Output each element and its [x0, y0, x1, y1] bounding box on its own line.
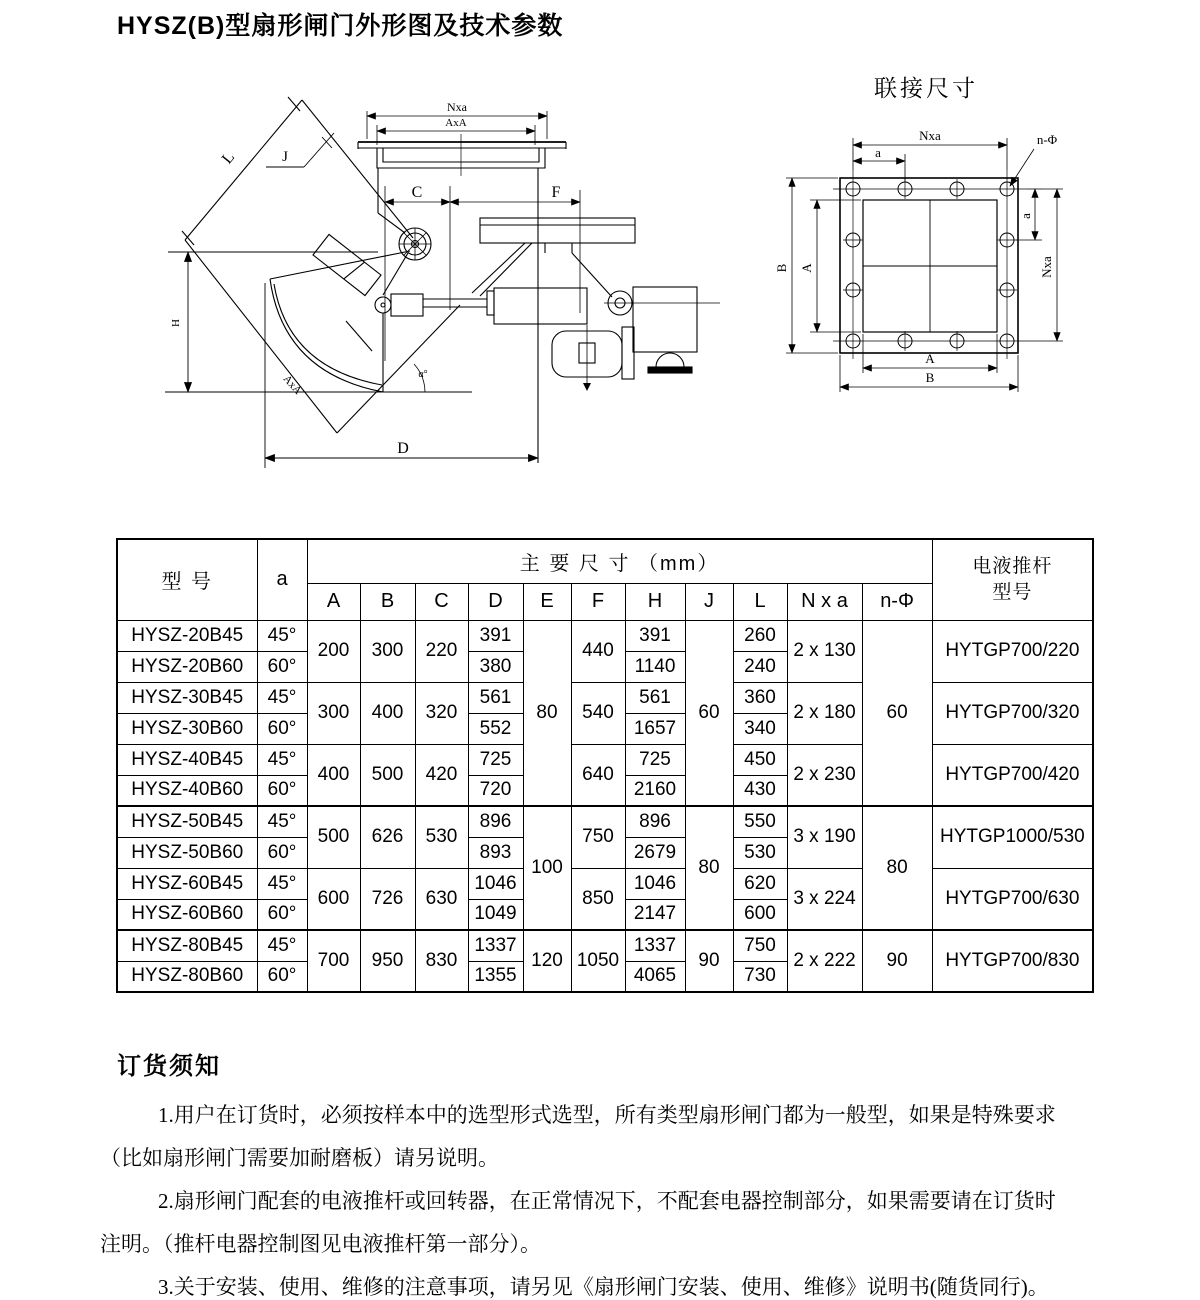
cell-Nxa: 3 x 190	[787, 806, 862, 868]
header-model: 型 号	[117, 539, 257, 620]
cell-H: 2160	[625, 775, 685, 806]
cell-Nxa: 2 x 130	[787, 620, 862, 682]
table-row	[117, 620, 1093, 651]
cell-B: 400	[360, 682, 415, 744]
cell-a: 45°	[257, 620, 307, 651]
header-dim-Nxa: N x a	[787, 583, 862, 620]
cell-a: 45°	[257, 868, 307, 899]
cell-actuator: HYTGP700/420	[932, 744, 1093, 806]
label-Nxa-top: Nxa	[919, 128, 941, 143]
cell-a: 60°	[257, 713, 307, 744]
actuator-assembly	[472, 218, 720, 391]
label-a-top: a	[875, 145, 881, 160]
cell-F: 850	[571, 868, 625, 930]
gate-outline-drawing	[120, 55, 720, 485]
cell-E: 100	[523, 806, 571, 930]
cell-L: 360	[733, 682, 787, 713]
cell-D: 725	[468, 744, 523, 775]
cell-model: HYSZ-80B45	[117, 930, 257, 961]
cell-A: 400	[307, 744, 360, 806]
cell-actuator: HYTGP700/220	[932, 620, 1093, 682]
cell-D: 552	[468, 713, 523, 744]
connection-dims-title: 联接尺寸	[874, 76, 978, 101]
cell-a: 45°	[257, 744, 307, 775]
header-dim-D: D	[468, 583, 523, 620]
header-a: a	[257, 539, 307, 620]
cell-L: 430	[733, 775, 787, 806]
cell-C: 220	[415, 620, 468, 682]
cell-model: HYSZ-40B60	[117, 775, 257, 806]
cell-H: 1046	[625, 868, 685, 899]
label-H: H	[170, 319, 182, 327]
header-dim-H: H	[625, 583, 685, 620]
header-dim-L: L	[733, 583, 787, 620]
label-A-bottom: A	[925, 351, 935, 366]
cell-C: 630	[415, 868, 468, 930]
cell-L: 340	[733, 713, 787, 744]
cell-nphi: 80	[862, 806, 932, 930]
cell-A: 600	[307, 868, 360, 930]
cell-model: HYSZ-30B60	[117, 713, 257, 744]
label-B-bottom: B	[925, 370, 935, 385]
leader-nphi	[1010, 149, 1034, 186]
cell-D: 896	[468, 806, 523, 837]
cell-C: 830	[415, 930, 468, 992]
cell-model: HYSZ-50B45	[117, 806, 257, 837]
label-AxA-edge: AxA	[280, 373, 304, 397]
cell-D: 720	[468, 775, 523, 806]
cell-L: 450	[733, 744, 787, 775]
cell-actuator: HYTGP700/320	[932, 682, 1093, 744]
cell-B: 950	[360, 930, 415, 992]
cell-J: 90	[685, 930, 733, 992]
page-title: HYSZ(B)型扇形闸门外形图及技术参数	[117, 12, 564, 40]
cell-L: 600	[733, 899, 787, 930]
header-dim-B: B	[360, 583, 415, 620]
cell-model: HYSZ-50B60	[117, 837, 257, 868]
note-line: 注明。（推杆电器控制图见电液推杆第一部分）。	[100, 1232, 541, 1256]
cell-C: 420	[415, 744, 468, 806]
flange-squares	[840, 178, 1018, 353]
cell-F: 540	[571, 682, 625, 744]
label-J: J	[282, 149, 288, 165]
header-dim-F: F	[571, 583, 625, 620]
cell-H: 1657	[625, 713, 685, 744]
label-F: F	[551, 184, 561, 201]
cell-H: 391	[625, 620, 685, 651]
cell-F: 1050	[571, 930, 625, 992]
cell-model: HYSZ-80B60	[117, 961, 257, 992]
header-dim-J: J	[685, 583, 733, 620]
note-line: 1.用户在订货时，必须按样本中的选型形式选型，所有类型扇形闸门都为一般型，如果是特殊要求	[158, 1103, 1056, 1127]
cell-L: 620	[733, 868, 787, 899]
cell-D: 1046	[468, 868, 523, 899]
table-row	[117, 744, 1093, 775]
cell-B: 626	[360, 806, 415, 868]
cell-C: 320	[415, 682, 468, 744]
cell-H: 2679	[625, 837, 685, 868]
sector-gate	[270, 234, 410, 392]
cell-F: 440	[571, 620, 625, 682]
cell-A: 300	[307, 682, 360, 744]
cell-model: HYSZ-20B60	[117, 651, 257, 682]
table-row	[117, 868, 1093, 899]
cell-actuator: HYTGP1000/530	[932, 806, 1093, 868]
cell-model: HYSZ-30B45	[117, 682, 257, 713]
cell-E: 80	[523, 620, 571, 806]
label-a-right: a	[1018, 213, 1033, 219]
cell-nphi: 60	[862, 620, 932, 806]
label-alpha: α°	[418, 369, 428, 380]
cell-a: 45°	[257, 682, 307, 713]
cell-a: 60°	[257, 961, 307, 992]
table-row	[117, 806, 1093, 837]
cell-D: 1049	[468, 899, 523, 930]
cell-L: 730	[733, 961, 787, 992]
connection-dims-drawing	[750, 60, 1150, 420]
cell-H: 561	[625, 682, 685, 713]
cell-A: 500	[307, 806, 360, 868]
cell-D: 1337	[468, 930, 523, 961]
cell-F: 750	[571, 806, 625, 868]
dimension-C-F	[385, 186, 580, 361]
cell-model: HYSZ-60B60	[117, 899, 257, 930]
cell-a: 60°	[257, 651, 307, 682]
cell-a: 60°	[257, 775, 307, 806]
label-A-left: A	[799, 263, 814, 273]
cell-H: 1140	[625, 651, 685, 682]
cell-Nxa: 3 x 224	[787, 868, 862, 930]
note-line: 2.扇形闸门配套的电液推杆或回转器，在正常情况下，不配套电器控制部分，如果需要请在订货时	[158, 1189, 1056, 1213]
cell-Nxa: 2 x 222	[787, 930, 862, 992]
header-dim-nphi: n-Φ	[862, 583, 932, 620]
header-actuator-line2: 型号	[992, 581, 1033, 603]
cell-F: 640	[571, 744, 625, 806]
header-dim-E: E	[523, 583, 571, 620]
label-C: C	[411, 184, 423, 201]
cell-D: 380	[468, 651, 523, 682]
notes-heading: 订货须知	[117, 1053, 221, 1080]
cell-D: 561	[468, 682, 523, 713]
cell-L: 260	[733, 620, 787, 651]
cell-H: 1337	[625, 930, 685, 961]
cell-model: HYSZ-60B45	[117, 868, 257, 899]
label-B-left: B	[774, 263, 789, 273]
cell-a: 45°	[257, 930, 307, 961]
note-line: 3.关于安装、使用、维修的注意事项，请另见《扇形闸门安装、使用、维修》说明书(随货同行)。	[158, 1275, 1049, 1299]
cell-model: HYSZ-20B45	[117, 620, 257, 651]
cell-nphi: 90	[862, 930, 932, 992]
cell-L: 240	[733, 651, 787, 682]
pin-and-rod	[375, 291, 494, 316]
cell-E: 120	[523, 930, 571, 992]
header-actuator	[932, 539, 1093, 620]
header-dim-C: C	[415, 583, 468, 620]
cell-C: 530	[415, 806, 468, 868]
label-L: L	[218, 149, 239, 168]
cell-actuator: HYTGP700/830	[932, 930, 1093, 992]
note-line: （比如扇形闸门需要加耐磨板）请另说明。	[100, 1146, 499, 1170]
header-dim-A: A	[307, 583, 360, 620]
cell-B: 726	[360, 868, 415, 930]
cell-a: 60°	[257, 899, 307, 930]
label-Nxa: Nxa	[447, 100, 467, 114]
cell-H: 896	[625, 806, 685, 837]
pivot-hub	[399, 228, 431, 260]
cell-L: 530	[733, 837, 787, 868]
table-header-row	[117, 539, 1093, 583]
cell-A: 700	[307, 930, 360, 992]
label-nphi: n-Φ	[1036, 132, 1058, 147]
header-actuator-line1: 电液推杆	[972, 555, 1053, 577]
cell-actuator: HYTGP700/630	[932, 868, 1093, 930]
label-AxA-top: AxA	[445, 117, 467, 129]
cell-B: 300	[360, 620, 415, 682]
table-row	[117, 682, 1093, 713]
cell-D: 893	[468, 837, 523, 868]
cell-L: 750	[733, 930, 787, 961]
cell-H: 2147	[625, 899, 685, 930]
cell-D: 1355	[468, 961, 523, 992]
cell-H: 4065	[625, 961, 685, 992]
cell-model: HYSZ-40B45	[117, 744, 257, 775]
cell-A: 200	[307, 620, 360, 682]
label-D: D	[397, 440, 409, 457]
spec-table	[116, 538, 1094, 993]
cell-a: 45°	[257, 806, 307, 837]
cell-D: 391	[468, 620, 523, 651]
notes-block	[100, 1094, 1110, 1300]
header-main-dims: 主 要 尺 寸 （mm）	[307, 539, 932, 583]
cell-J: 60	[685, 620, 733, 806]
cell-L: 550	[733, 806, 787, 837]
cell-Nxa: 2 x 230	[787, 744, 862, 806]
cell-Nxa: 2 x 180	[787, 682, 862, 744]
cell-a: 60°	[257, 837, 307, 868]
cell-B: 500	[360, 744, 415, 806]
dimension-J	[266, 133, 334, 167]
table-row	[117, 930, 1093, 961]
cell-J: 80	[685, 806, 733, 930]
label-Nxa-right: Nxa	[1039, 256, 1054, 278]
cell-H: 725	[625, 744, 685, 775]
